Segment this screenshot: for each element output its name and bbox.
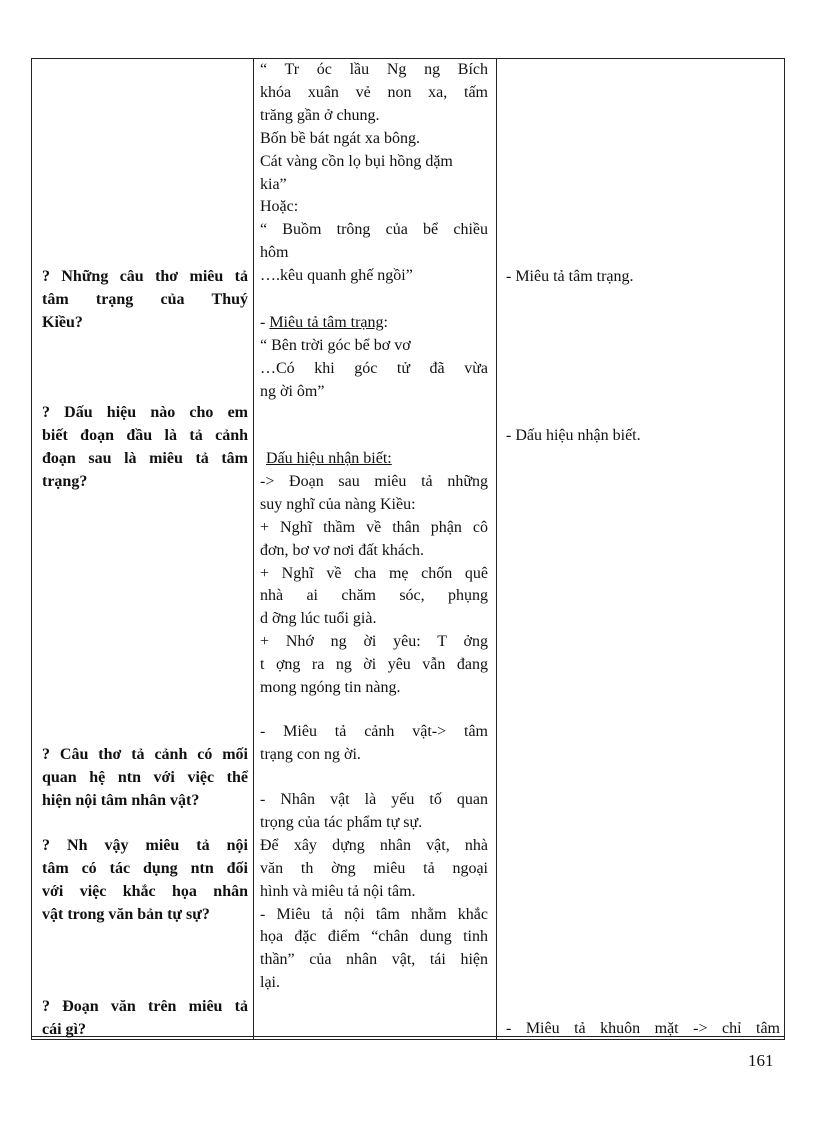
question-4: ? Nh vậy miêu tả nội tâm có tác dụng ntn đối với việc khắc họa nhân vật trong văn bản tự sự? [42, 837, 248, 923]
note-face-description: - Miêu tả khuôn mặt -> chỉ tâm [506, 1020, 780, 1037]
recognition-signs-heading: Dấu hiệu nhận biết: [266, 450, 392, 467]
page-number: 161 [748, 1051, 774, 1070]
column-divider-1 [253, 59, 254, 1039]
column-divider-2 [496, 59, 497, 1039]
poem-excerpt-1: “ Tr óc lầu Ng ng Bích khóa xuân vẻ non xa, tấm trăng gần ở chung. Bốn bề bát ngát xa bông. Cát vàng cồn lọ bụi hồng dặm kia” Hoặc: “ Buồm trông của bể chiều hôm ….kêu quanh ghế ngồi” [260, 61, 488, 285]
question-1: ? Những câu thơ miêu tả tâm trạng của Thuý Kiều? [42, 268, 248, 331]
mood-description-heading: Miêu tả tâm trạng [269, 314, 384, 331]
question-5: ? Đoạn văn trên miêu tả cái gì? [42, 998, 248, 1038]
note-recognition-signs: - Dấu hiệu nhận biết. [506, 427, 641, 444]
character-analysis-answer: - Nhân vật là yếu tố quan trọng của tác phẩm tự sự. Để xây dựng nhân vật, nhà văn th ờng miêu tả ngoại hình và miêu tả nội tâm. - Miêu tả nội tâm nhằm khắc họa đặc điểm “chân dung tinh thần” của nhân vật, tái hiện lại. [260, 791, 488, 992]
scene-mood-answer: - Miêu tả cảnh vật-> tâm trạng con ng ời. [260, 723, 488, 763]
note-mood: - Miêu tả tâm trạng. [506, 268, 634, 285]
or-label: Hoặc: [260, 198, 299, 216]
recognition-signs-block: Dấu hiệu nhận biết: -> Đoạn sau miêu tả những suy nghĩ của nàng Kiều: + Nghĩ thầm về thân phận cô đơn, bơ vơ nơi đất khách. + Nghĩ về cha mẹ chốn quê nhà ai chăm sóc, phụng d ỡng lúc tuổi già. + Nhớ ng ời yêu: T ởng t ợng ra ng ời yêu vẫn đang mong ngóng tin nàng. [260, 450, 488, 697]
question-3: ? Câu thơ tả cảnh có mối quan hệ ntn với việc thể hiện nội tâm nhân vật? [42, 746, 248, 809]
lesson-table [31, 58, 785, 1040]
question-2: ? Dấu hiệu nào cho em biết đoạn đầu là tả cảnh đoạn sau là miêu tả tâm trạng? [42, 404, 248, 490]
mood-description-block: - Miêu tả tâm trạng: “ Bên trời góc bể bơ vơ …Có khi góc tử đã vừa ng ời ôm” [260, 314, 488, 400]
